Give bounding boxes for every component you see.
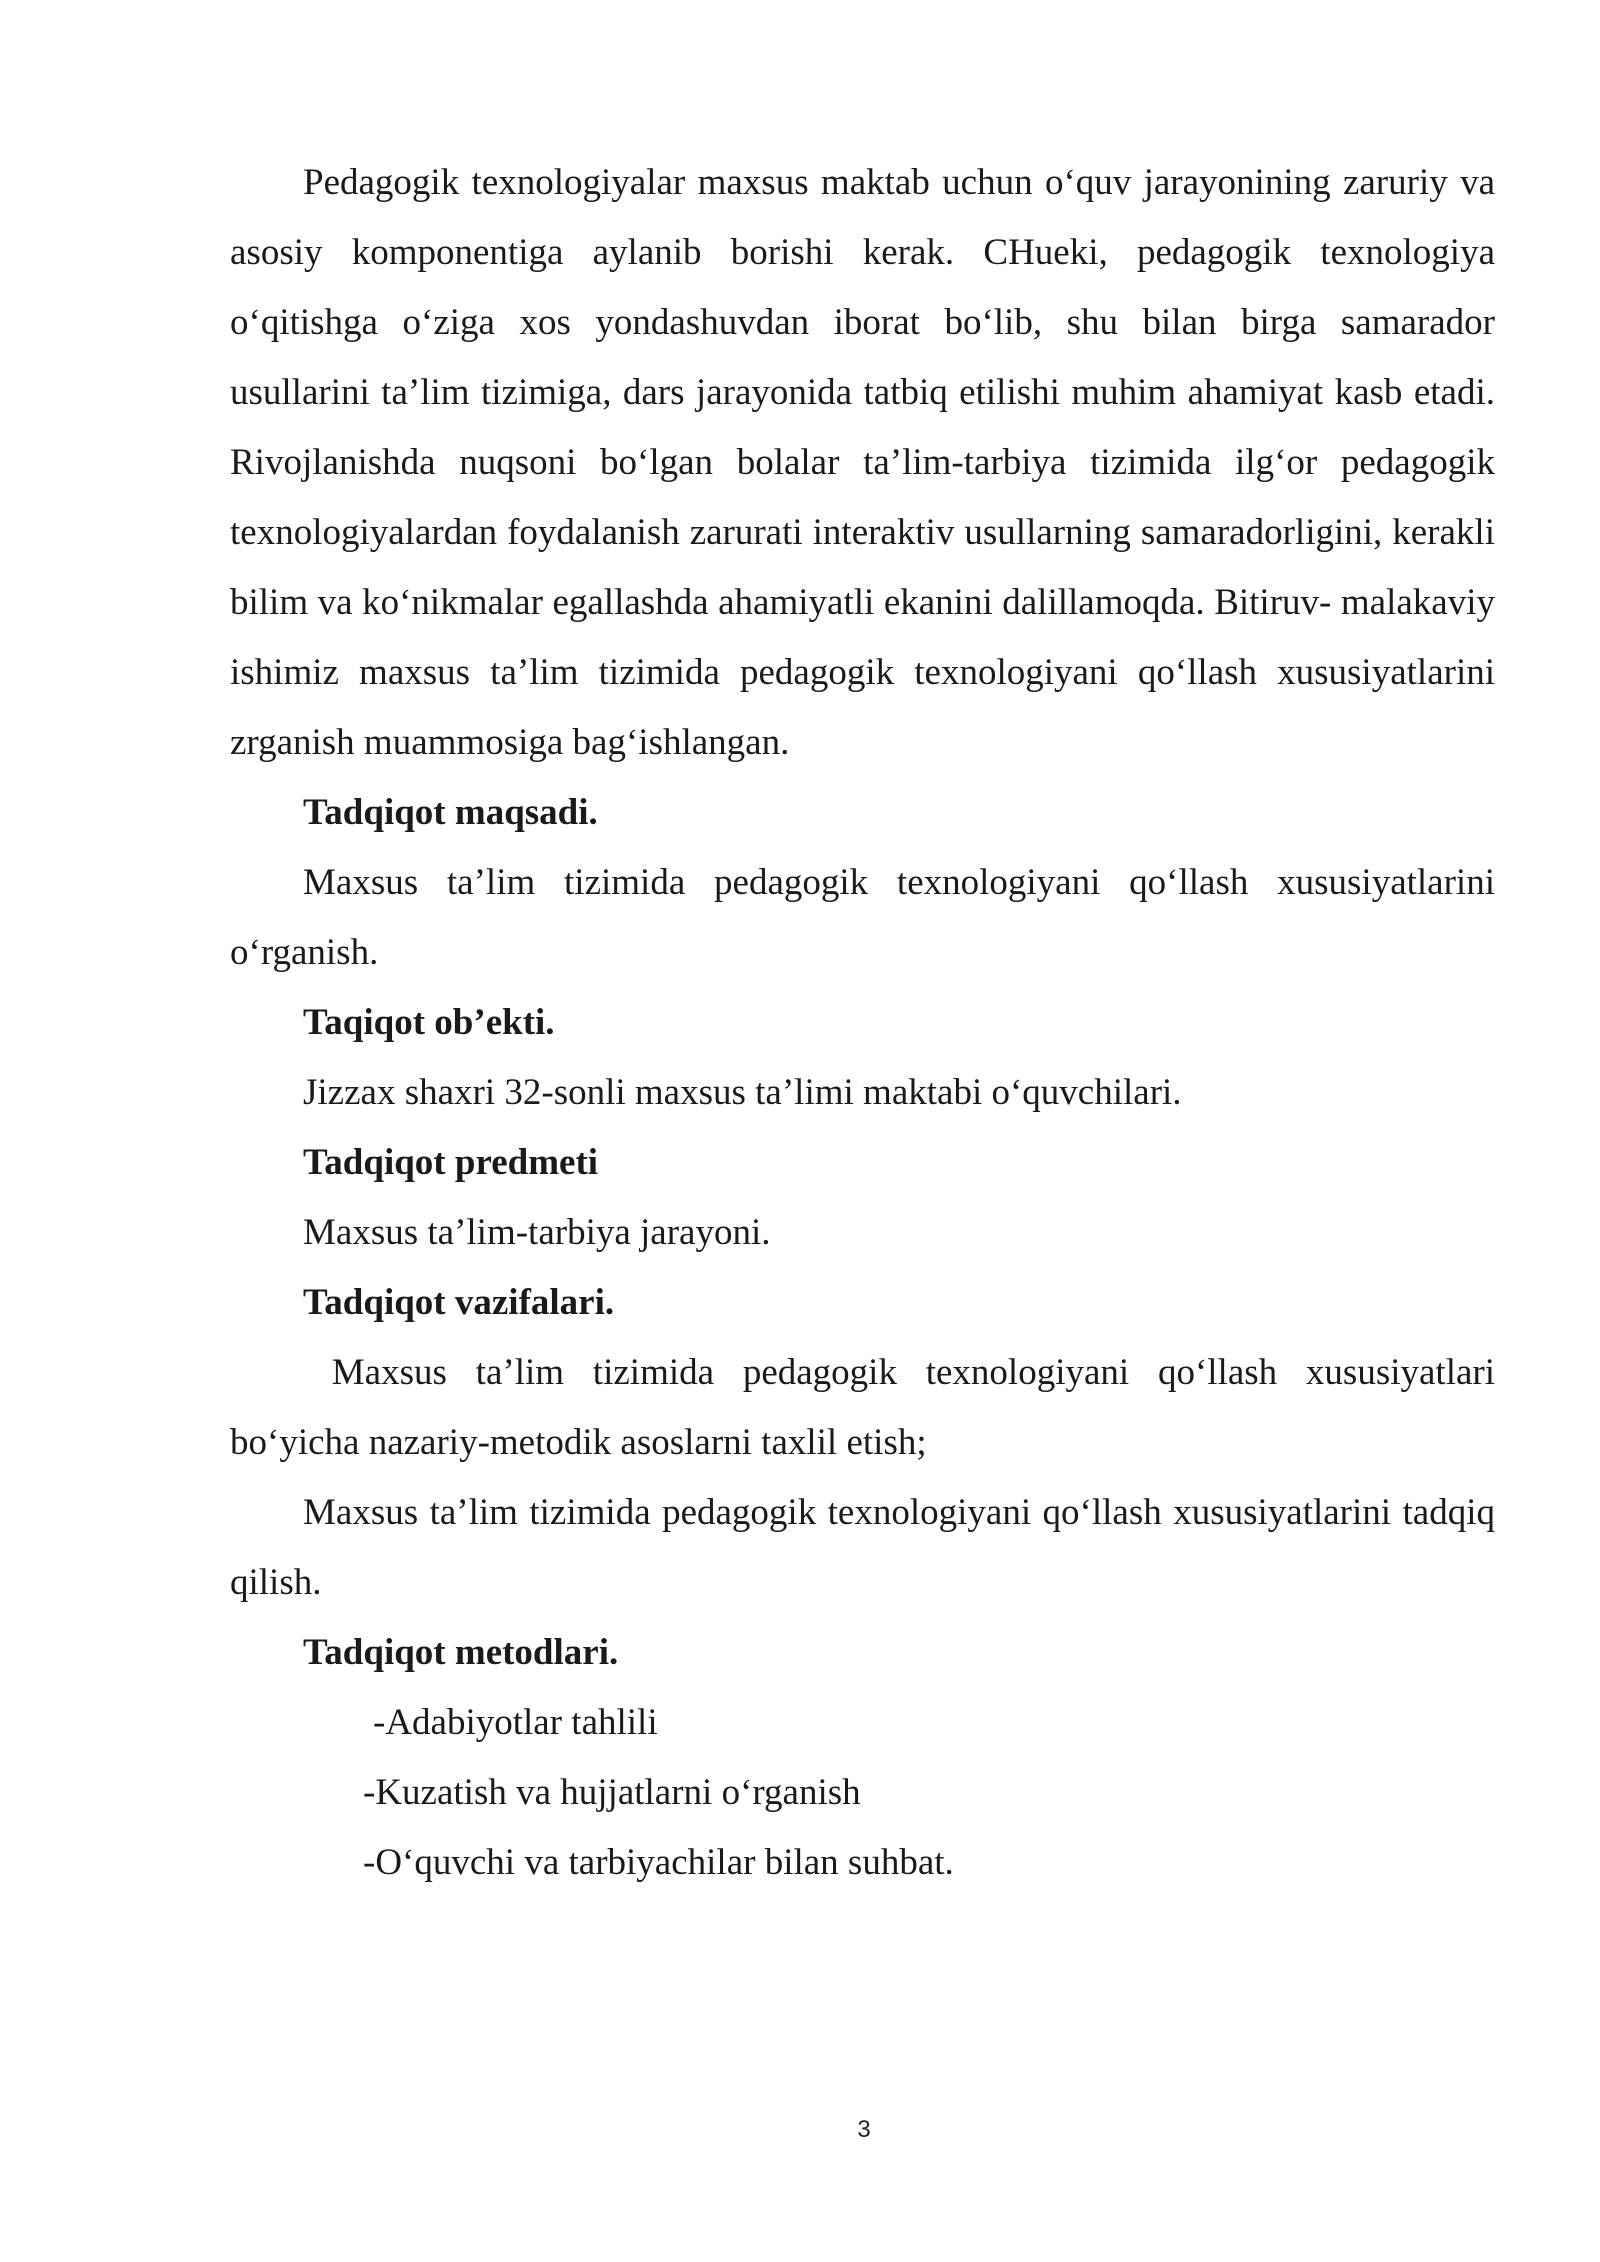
research-subject-text: Maxsus ta’lim-tarbiya jarayoni. — [303, 1212, 771, 1253]
intro-paragraph: Pedagogik texnologiyalar maxsus maktab uchun o‘quv jarayonining zaruriy va asosiy komponentiga aylanib borishi kerak. CHueki, pedagogik texnologiya o‘qitishga o‘ziga xos yondashuvdan iborat bo‘lib, shu bilan birga samarador usullarini ta’lim tizimiga, dars jarayonida tatbiq etilishi muhim ahamiyat kasb etadi. Rivojlanishda nuqsoni bo‘lgan bolalar ta’lim-tarbiya tizimida ilg‘or pedagogik texnologiyalardan foydalanish zarurati interaktiv usullarning samaradorligini, kerakli bilim va ko‘nikmalar egallashda ahamiyatli ekanini dalillamoqda. Bitiruv- malakaviy ishimiz maxsus ta’lim tizimida pedagogik texnologiyani qo‘llash xususiyatlarini zrganish muammosiga bag‘ishlangan. — [230, 162, 1495, 763]
page-number: 3 — [857, 2116, 871, 2143]
research-methods-list — [230, 1688, 1495, 1898]
research-object-text: Jizzax shaxri 32-sonli maxsus ta’limi maktabi o‘quvchilari. — [303, 1072, 1182, 1113]
research-task-1: Maxsus ta’lim tizimida pedagogik texnologiyani qo‘llash xususiyatlari bo‘yicha nazariy-metodik asoslarni taxlil etish; — [230, 1352, 1505, 1463]
research-subject-heading: Tadqiqot predmeti — [303, 1142, 599, 1183]
research-tasks-heading: Tadqiqot vazifalari. — [303, 1282, 615, 1323]
research-task-2: Maxsus ta’lim tizimida pedagogik texnologiyani qo‘llash xususiyatlarini tadqiq qilish. — [230, 1492, 1495, 1603]
list-item: -Kuzatish va hujjatlarni o‘rganish — [363, 1772, 861, 1813]
research-object-heading: Taqiqot ob’ekti. — [303, 1002, 555, 1043]
list-item: -O‘quvchi va tarbiyachilar bilan suhbat. — [363, 1842, 954, 1883]
research-goal-heading: Tadqiqot maqsadi. — [303, 792, 598, 833]
research-goal-text: Maxsus ta’lim tizimida pedagogik texnologiyani qo‘llash xususiyatlarini o‘rganish. — [230, 862, 1495, 973]
list-item: -Adabiyotlar tahlili — [373, 1702, 658, 1743]
research-methods-heading: Tadqiqot metodlari. — [303, 1632, 619, 1673]
page-body — [230, 148, 1505, 1898]
